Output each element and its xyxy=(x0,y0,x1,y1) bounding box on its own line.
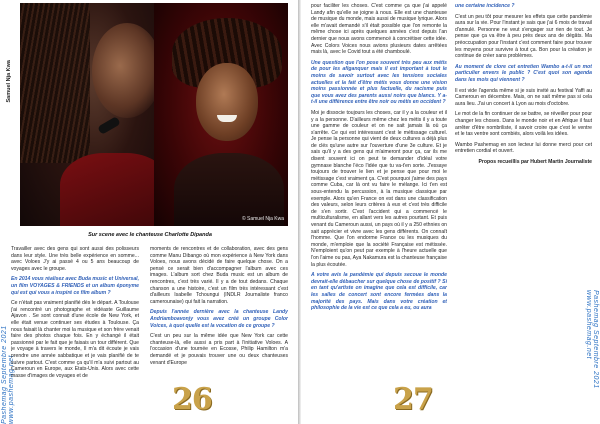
paragraph: Travailler avec des gens qui sont aussi des polisseurs dans leur style. Une très belle expérience en somme... avec Voloes J'y ai passé 4 ou 5 ans beaucoup de voyages avec le groupe. xyxy=(11,246,139,272)
interview-question: Au moment de clore cet entretien Wambo a-t-il un mot particulier envers le public ? C'est quoi son agenda dans les mois qui viennent ? xyxy=(455,63,592,83)
article-column-2 xyxy=(150,246,288,376)
interview-question: En 2014 vous réalisez avec Buda music et Universal, un film VOYAGES & FRIENDS et un album éponyme qui est qui vous a inspiré ce film album ? xyxy=(11,276,139,296)
paragraph: C'est un peu sur la même idée que New York car cette chanteuse-là, elle aussi a pris part à l'initiative Voloes. A l'occasion d'une tournée en Ecosse, Philip Hamilton m'a demandé et je pouvais trouver une ou deux chanteuses venant d'Europe xyxy=(150,333,288,366)
interview-question: une certaine incidence ? xyxy=(455,3,515,9)
author-credit: Propos recueillis par Hubert Martin Journaliste xyxy=(478,158,592,165)
interview-question: Une question que l'on pose souvent très peu aux métis de pour les afiganquer mais il est important à tout le moins de savoir surtout avec les tensions sociales actuelles et la fait d'être métis vous donne une vision moins passionnée et plus factuelle, du racisme puis que vous avez des parents aussi noirs que blancs. Y a-t-il une différence entre être noir ou métis en occident ? xyxy=(311,59,447,106)
paragraph: C'est un peu tôt pour mesurer les effets que cette pandémie aura sur la vie. Pour l'instant je sais que j'ai 6 mois de travail d'annulé. Personne ne veut s'engager sur rien de tout. Je pense que ça va être à peu près deux ans de dégâts. Ma préoccupation pour l'instant c'est comment faire pour trouver les moyens pour survivre à tout ça. Bon pour la création je continue de créer sans problèmes. xyxy=(455,13,592,60)
interview-question: Depuis l'année dernière avec la chanteuse Landy Andriamboavonjy vous avez créé un groupe Color Voices, à quoi quelle est la vocation de ce groupe ? xyxy=(150,309,288,329)
page-number: 26 xyxy=(172,382,212,417)
right-page xyxy=(301,0,600,424)
page-number: 27 xyxy=(393,382,433,417)
singer-photo xyxy=(154,3,288,226)
photo-caption: Sur scene avec le chanteuse Charlotte Dipanda xyxy=(88,232,212,238)
paragraph: Le mot de la fin continuer de se battre, se réveiller pour pour changer les choses. Dans le monde noir et en Afrique il faut arrêter d'être nombriliste, il savoir croire que c'est le ventre et le tas ventre sont combiés, alors voilà les idées. xyxy=(455,111,592,138)
photo-credit-vertical: Samuel Nja Kwa xyxy=(6,60,12,103)
paragraph: Ce n'était pas vraiment planifié dès le départ. A Toulouse j'ai rencontré un photographe et vidéaste Guillaume Ajavon . Se sont connait d'une école de New York, et elle était venue continuer ses études à Toulouse. Ça nous faisait là chanter moi la musique et son frère venait faire des photos chaque fois. En y échangé il était passionné par le fait que je faisais un tour différent. Que je voyage à travers le monde, Il m'a dit écoute je vais prendre une année sabbatique et je vais planifié de te suivre partout. C'est comme ça qu'il m'a suivi partout au Cameroun en Europe, aux Etats-Unis. Alors avec cette masse d'images de voyages et de xyxy=(11,300,139,379)
left-page xyxy=(0,0,298,424)
article-column-3 xyxy=(311,3,447,418)
performer-photo xyxy=(20,3,154,226)
photo-copyright: © Samuel Nja Kwa xyxy=(241,216,284,222)
photo-hair-shape xyxy=(20,3,90,163)
photo-face-shape xyxy=(92,23,154,118)
microphone-icon xyxy=(97,116,121,135)
sidebar-title: Pashemag Septembre 2021 www.pashemag.net xyxy=(1,325,15,424)
sidebar-title: Pashemag Septembre 2021 www.pashemag.net xyxy=(585,290,599,389)
paragraph: Il est vide l'agenda même si je suis invité au festival Yaffi au Cameroun en décembre. Mais, on ne sait même pas si cela aura lieu. J'ai un concert à Lyon au mois d'octobre. xyxy=(455,87,592,107)
paragraph: Moi je dissocie toujours les choses, car il y a la couleur et il y a la personne. D'ailleurs même chez les métis il y a toute une gamme de couleur et on ne sait jamais là où ça s'arrête. Ce qui est intéressant c'est le métissage culturel. Je pense la personne qui vient de deux cultures a déjà plus de clés qu'une autre sur l'ouverture d'une 3e culture. Et je sais qu'il y a des gens qui m'aimeront pour ça, car ils me disent souvent ici on peut te demander d'idéal votre gymnase blanche l'éco l'idée que tu va-t'en sorte. J'essaye toujours de trouver le lien et je pense que pour moi le métissage c'est vraiment ça. C'est pourquoi j'aime des pays comme Cuba, car là ont vu faire le mélange. Ici t'en est sous-entendu la percussion, à la musique classique par exemple. Alors qu'en France on est dans une classification des valeurs, selon leurs critères à eux et c'est très difficile de s'en sortir. C'est l'accident qui a commencé le multiculturalisme, en allant vers les autres pourtant. Et puis venant du Cameroun aussi, un pays où il y a 250 ethnies on sait apprécier et vivre avec les gens différents. On connaît l'homme. Que l'on endorme France ou les musiques du monde, m'emploie que la société Française est métissée. N'emploient qu'on peut par exemple à l'heure actuelle que l'on l'aime ou pas, Aya Nakamura est la chanteuse française la plus écoutée. xyxy=(311,109,447,268)
paragraph: pour faciliter les choses. C'est comme ça que j'ai appelé Landy afin qu'elle se joigne à nous. Elle est une chanteuse de musique du monde, mais aussi de musique lyrique. Alors elle m'avait demandé s'il était possible que l'on remonte la même chose ici après quelques années c'est depuis l'an dernier que nous avons commencé à concrétiser cette idée. Avec Colors Voices nous avions plusieurs dates arrêtées mais là, avec le Covid tout a été chamboulé. xyxy=(311,3,447,56)
interview-question: A votre avis la pandémie qui depuis secoue le monde devrait-elle débaucher sur quelque chose de positif ? Si en tant qu'artiste on imagine que cela est difficile, car les salles de concert sont encore fermées dans la majorité des pays. Mais dans votre création et philosophie de la vie est ce que cela a eu, ou aura xyxy=(311,272,447,312)
paragraph: moments de rencontres et de collaboration, avec des gens comme Manu Dibango où mon expérience à New York dans Voloes, nous avons décidé de faire quelque chose. On a pensé ce serait bien d'accompagner l'album avec ces images. L'album sort chez Buda music est un album de rencontres, c'est très varié. Il y a de tout dedans. Chaque chanson a une histoire, c'est un film très intéressant c'est d'ailleurs Isabelle Tchoungui (INDLR Journaliste franco camerounaise) qui fait la narration. xyxy=(150,246,288,305)
article-column-4 xyxy=(455,3,592,253)
photo-shirt-shape xyxy=(60,153,154,226)
paragraph: Wambo Pashemag en son lecteur lui donne merci pour cet entretien cordial et ouvert. xyxy=(455,141,592,155)
photo-face-shape-2 xyxy=(196,63,258,141)
article-column-1 xyxy=(11,246,139,422)
